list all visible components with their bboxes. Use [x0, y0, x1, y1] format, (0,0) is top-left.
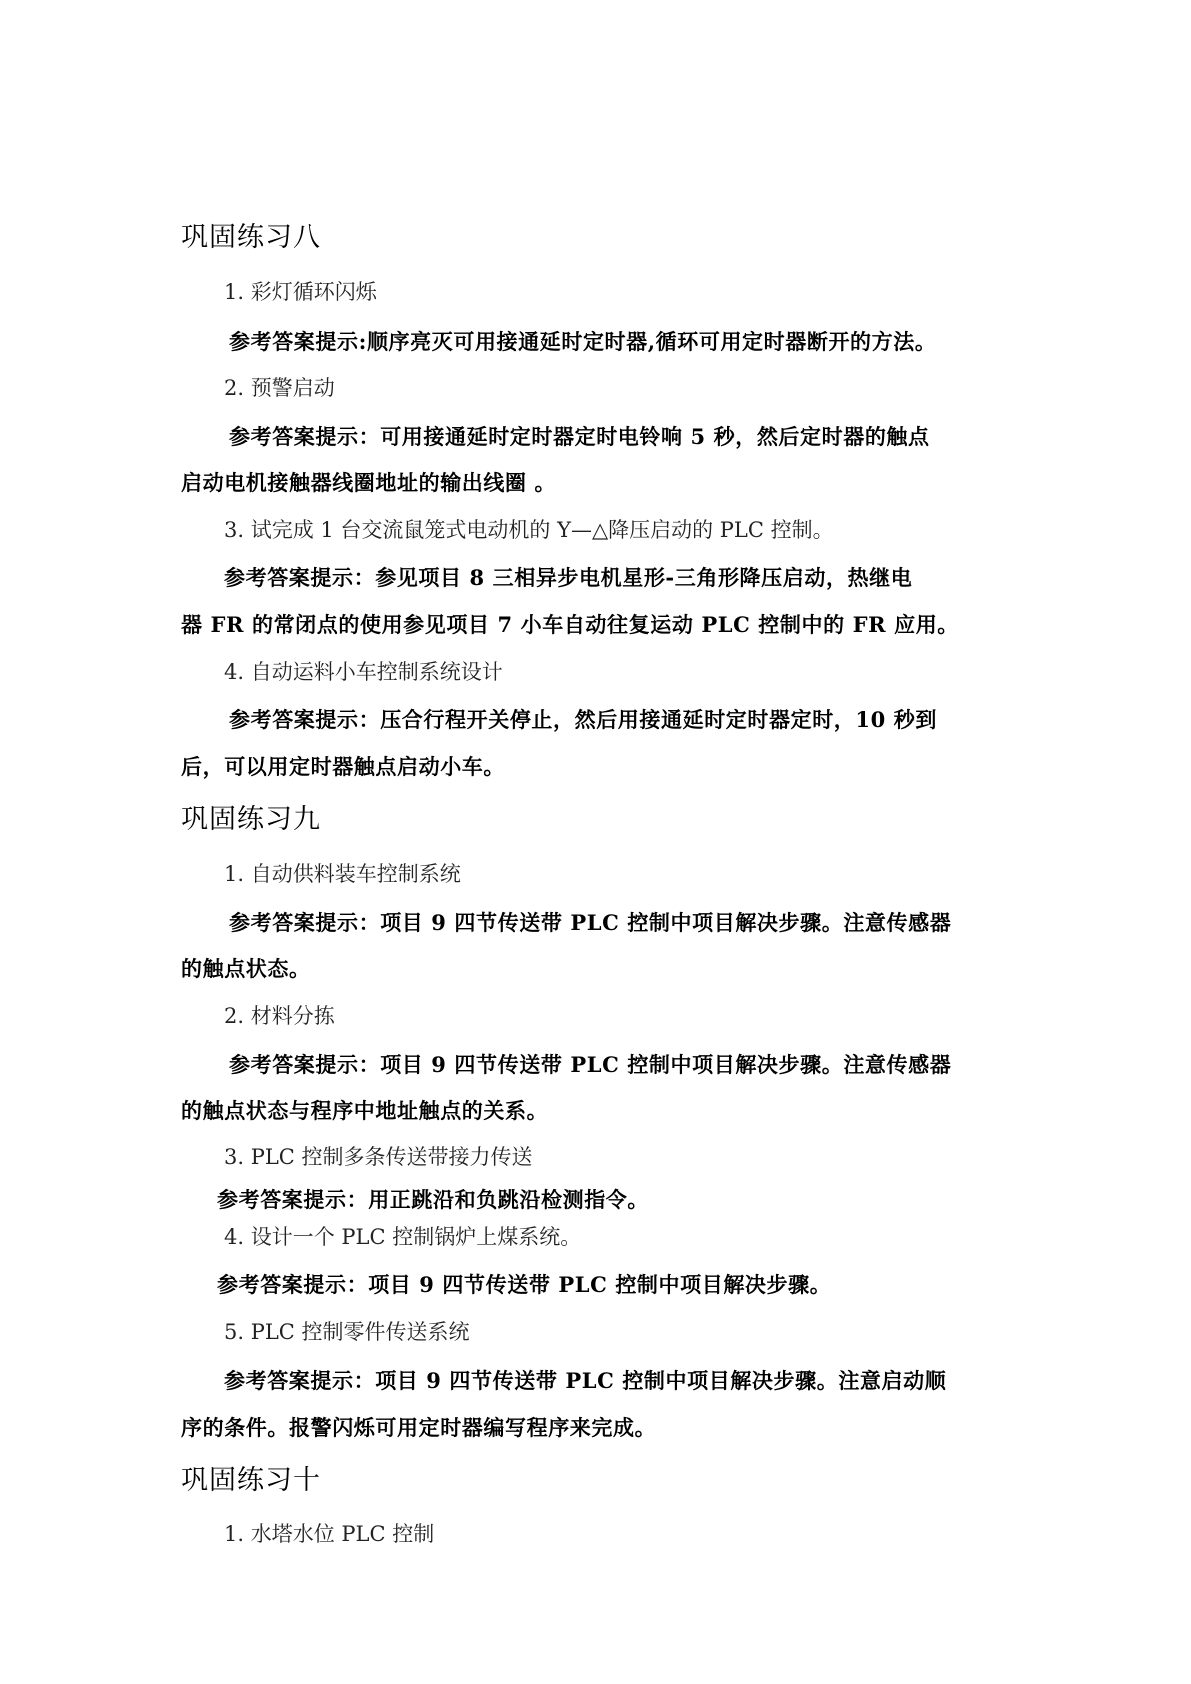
answer-hint: 参考答案提示：项目 9 四节传送带 PLC 控制中项目解决步骤。 — [217, 1272, 832, 1297]
answer-hint-continued: 的触点状态与程序中地址触点的关系。 — [181, 1098, 549, 1123]
section-title: 巩固练习十 — [181, 1465, 321, 1496]
answer-hint-continued: 启动电机接触器线圈地址的输出线圈 。 — [181, 470, 557, 495]
answer-hint: 参考答案提示：用正跳沿和负跳沿检测指令。 — [217, 1187, 649, 1212]
answer-hint: 参考答案提示：压合行程开关停止，然后用接通延时定时器定时，10 秒到 — [229, 707, 937, 732]
question-item: 1. 彩灯循环闪烁 — [224, 280, 377, 304]
section-title: 巩固练习八 — [181, 222, 321, 253]
answer-hint: 参考答案提示:顺序亮灭可用接通延时定时器,循环可用定时器断开的方法。 — [229, 329, 937, 354]
answer-hint-continued: 器 FR 的常闭点的使用参见项目 7 小车自动往复运动 PLC 控制中的 FR 应用。 — [181, 612, 959, 637]
question-item: 3. PLC 控制多条传送带接力传送 — [224, 1145, 533, 1169]
answer-hint-continued: 后，可以用定时器触点启动小车。 — [181, 754, 505, 779]
question-item: 5. PLC 控制零件传送系统 — [224, 1320, 470, 1344]
question-item: 2. 预警启动 — [224, 376, 335, 400]
answer-hint-continued: 的触点状态。 — [181, 956, 311, 981]
answer-hint-continued: 序的条件。报警闪烁可用定时器编写程序来完成。 — [181, 1415, 657, 1440]
answer-hint: 参考答案提示：参见项目 8 三相异步电机星形-三角形降压启动，热继电 — [224, 565, 913, 590]
question-item: 1. 水塔水位 PLC 控制 — [224, 1522, 435, 1546]
answer-hint: 参考答案提示：项目 9 四节传送带 PLC 控制中项目解决步骤。注意启动顺 — [224, 1368, 947, 1393]
question-item: 1. 自动供料装车控制系统 — [224, 862, 461, 886]
question-item: 3. 试完成 1 台交流鼠笼式电动机的 Y—△降压启动的 PLC 控制。 — [224, 518, 834, 542]
question-item: 4. 自动运料小车控制系统设计 — [224, 660, 503, 684]
answer-hint: 参考答案提示：项目 9 四节传送带 PLC 控制中项目解决步骤。注意传感器 — [229, 910, 952, 935]
answer-hint: 参考答案提示：可用接通延时定时器定时电铃响 5 秒，然后定时器的触点 — [229, 424, 930, 449]
section-title: 巩固练习九 — [181, 804, 321, 835]
question-item: 4. 设计一个 PLC 控制锅炉上煤系统。 — [224, 1225, 582, 1249]
question-item: 2. 材料分拣 — [224, 1004, 335, 1028]
answer-hint: 参考答案提示：项目 9 四节传送带 PLC 控制中项目解决步骤。注意传感器 — [229, 1052, 952, 1077]
